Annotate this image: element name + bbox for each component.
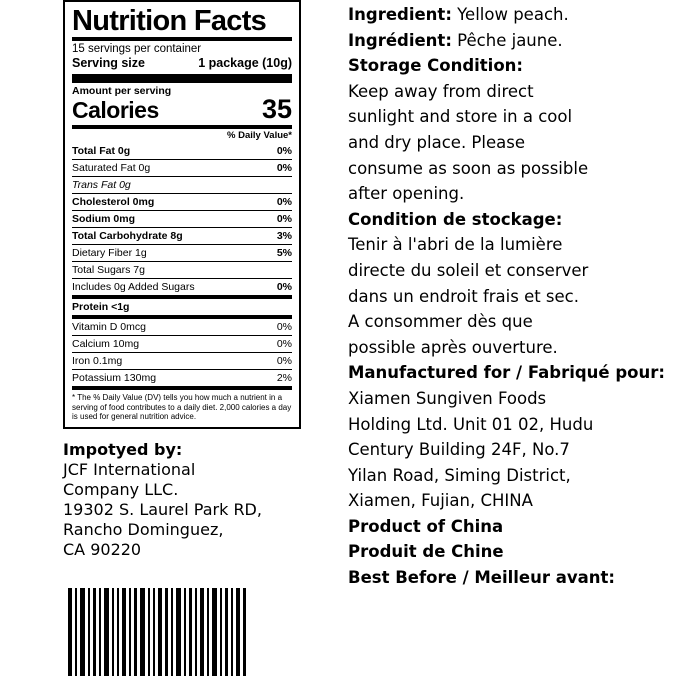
nutrient-name: Vitamin D 0mcg: [72, 317, 256, 336]
nutrient-dv: 5%: [256, 245, 292, 262]
table-row: [72, 211, 292, 228]
storage-en-line-4: consume as soon as possible: [348, 158, 589, 178]
table-row: [72, 194, 292, 211]
storage-en-line-1: Keep away from direct: [348, 81, 534, 101]
ingredient-en: [348, 2, 668, 28]
table-row: [72, 279, 292, 298]
nutrient-dv: [256, 262, 292, 279]
nutrient-dv: 0%: [256, 211, 292, 228]
manufacturer-line-2: Holding Ltd. Unit 01 02, Hudu: [348, 414, 594, 434]
importer-line-1: JCF International: [63, 459, 196, 479]
nutrient-dv: 0%: [256, 317, 292, 336]
nutrient-name: Includes 0g Added Sugars: [72, 279, 256, 298]
storage-fr-line-3: dans un endroit frais et sec.: [348, 286, 579, 306]
nutrient-dv: 0%: [256, 160, 292, 177]
produit-de-chine: Produit de Chine: [348, 542, 504, 562]
serving-size-value: 1 package (10g): [198, 56, 292, 70]
importer-line-5: CA 90220: [63, 539, 142, 559]
nutrient-name: Total Sugars 7g: [72, 262, 256, 279]
left-column: [63, 0, 301, 560]
ingredient-fr-value: Pêche jaune.: [451, 30, 563, 50]
manufacturer-line-5: Xiamen, Fujian, CHINA: [348, 491, 533, 511]
product-of-china: Product of China: [348, 516, 504, 536]
nutrient-name: Saturated Fat 0g: [72, 160, 256, 177]
serving-size-label: Serving size: [72, 56, 145, 70]
nutrient-table: [72, 143, 292, 386]
nutrient-dv: 0%: [256, 336, 292, 353]
importer-block: [63, 440, 301, 560]
nutrient-rows: [72, 143, 292, 386]
storage-en-line-5: after opening.: [348, 184, 465, 204]
best-before-label: Best Before / Meilleur avant:: [348, 568, 615, 588]
nutrition-facts-title: Nutrition Facts: [72, 5, 267, 37]
storage-fr-line-4: A consommer dès que: [348, 312, 533, 332]
nutrient-dv: 0%: [256, 353, 292, 370]
storage-en-line-3: and dry place. Please: [348, 132, 525, 152]
nutrient-name: Cholesterol 0mg: [72, 194, 256, 211]
storage-fr-line-1: Tenir à l'abri de la lumière: [348, 235, 563, 255]
servings-per-container: 15 servings per container: [72, 43, 202, 55]
nutrient-name: Trans Fat 0g: [72, 177, 256, 194]
manufacturer-line-1: Xiamen Sungiven Foods: [348, 388, 547, 408]
nutrient-name: Total Carbohydrate 8g: [72, 228, 256, 245]
calories-row: [72, 96, 292, 123]
table-row: [72, 317, 292, 336]
storage-en-heading: Storage Condition:: [348, 56, 524, 76]
nutrient-dv: [256, 297, 292, 317]
nutrient-name: Sodium 0mg: [72, 211, 256, 228]
serving-size-row: [72, 56, 292, 71]
calories-label: Calories: [72, 97, 159, 123]
nutrient-dv: 0%: [256, 194, 292, 211]
nutrient-name: Potassium 130mg: [72, 370, 256, 387]
daily-value-header: % Daily Value*: [227, 130, 292, 141]
right-column: [348, 2, 668, 591]
importer-line-3: 19302 S. Laurel Park RD,: [63, 499, 262, 519]
ingredient-en-value: Yellow peach.: [451, 5, 569, 24]
table-row: [72, 262, 292, 279]
table-row: [72, 160, 292, 177]
manufacturer-line-3: Century Building 24F, No.7: [348, 440, 570, 460]
barcode: [66, 588, 248, 676]
nutrient-name: Iron 0.1mg: [72, 353, 256, 370]
nutrient-dv: 0%: [256, 279, 292, 298]
nutrient-name: Calcium 10mg: [72, 336, 256, 353]
daily-value-footnote: * The % Daily Value (DV) tells you how much a nutrient in a serving of food contributes to a daily diet. 2,000 calories a day is used for general nutrition advice.: [72, 386, 292, 422]
table-row: [72, 297, 292, 317]
table-row: [72, 370, 292, 387]
amount-per-serving-label: Amount per serving: [72, 85, 172, 97]
ingredient-fr: [348, 28, 668, 54]
importer-heading: Impotyed by:: [63, 439, 183, 459]
table-row: [72, 245, 292, 262]
storage-fr-line-2: directe du soleil et conserver: [348, 260, 589, 280]
storage-fr-heading: Condition de stockage:: [348, 209, 563, 229]
calories-value: 35: [261, 94, 292, 124]
nutrient-name: Total Fat 0g: [72, 145, 131, 157]
table-row: [72, 353, 292, 370]
nutrient-dv: 2%: [256, 370, 292, 387]
table-row: [72, 143, 292, 160]
importer-line-4: Rancho Dominguez,: [63, 519, 224, 539]
manufacturer-line-4: Yilan Road, Siming District,: [348, 465, 571, 485]
storage-fr-line-5: possible après ouverture.: [348, 337, 558, 357]
storage-en-line-2: sunlight and store in a cool: [348, 107, 573, 127]
table-row: [72, 228, 292, 245]
table-row: [72, 336, 292, 353]
manufactured-for-heading: Manufactured for / Fabriqué pour:: [348, 363, 665, 383]
nutrient-dv: 3%: [256, 228, 292, 245]
nutrient-dv: 0%: [276, 145, 292, 157]
ingredient-fr-label: Ingrédient:: [348, 30, 452, 50]
importer-line-2: Company LLC.: [63, 479, 179, 499]
nutrient-name: Protein <1g: [72, 297, 256, 317]
table-row: [72, 177, 292, 194]
nutrition-facts-panel: [63, 0, 301, 429]
nutrient-dv: [256, 177, 292, 194]
ingredient-en-label: Ingredient:: [348, 5, 452, 24]
nutrient-name: Dietary Fiber 1g: [72, 245, 256, 262]
